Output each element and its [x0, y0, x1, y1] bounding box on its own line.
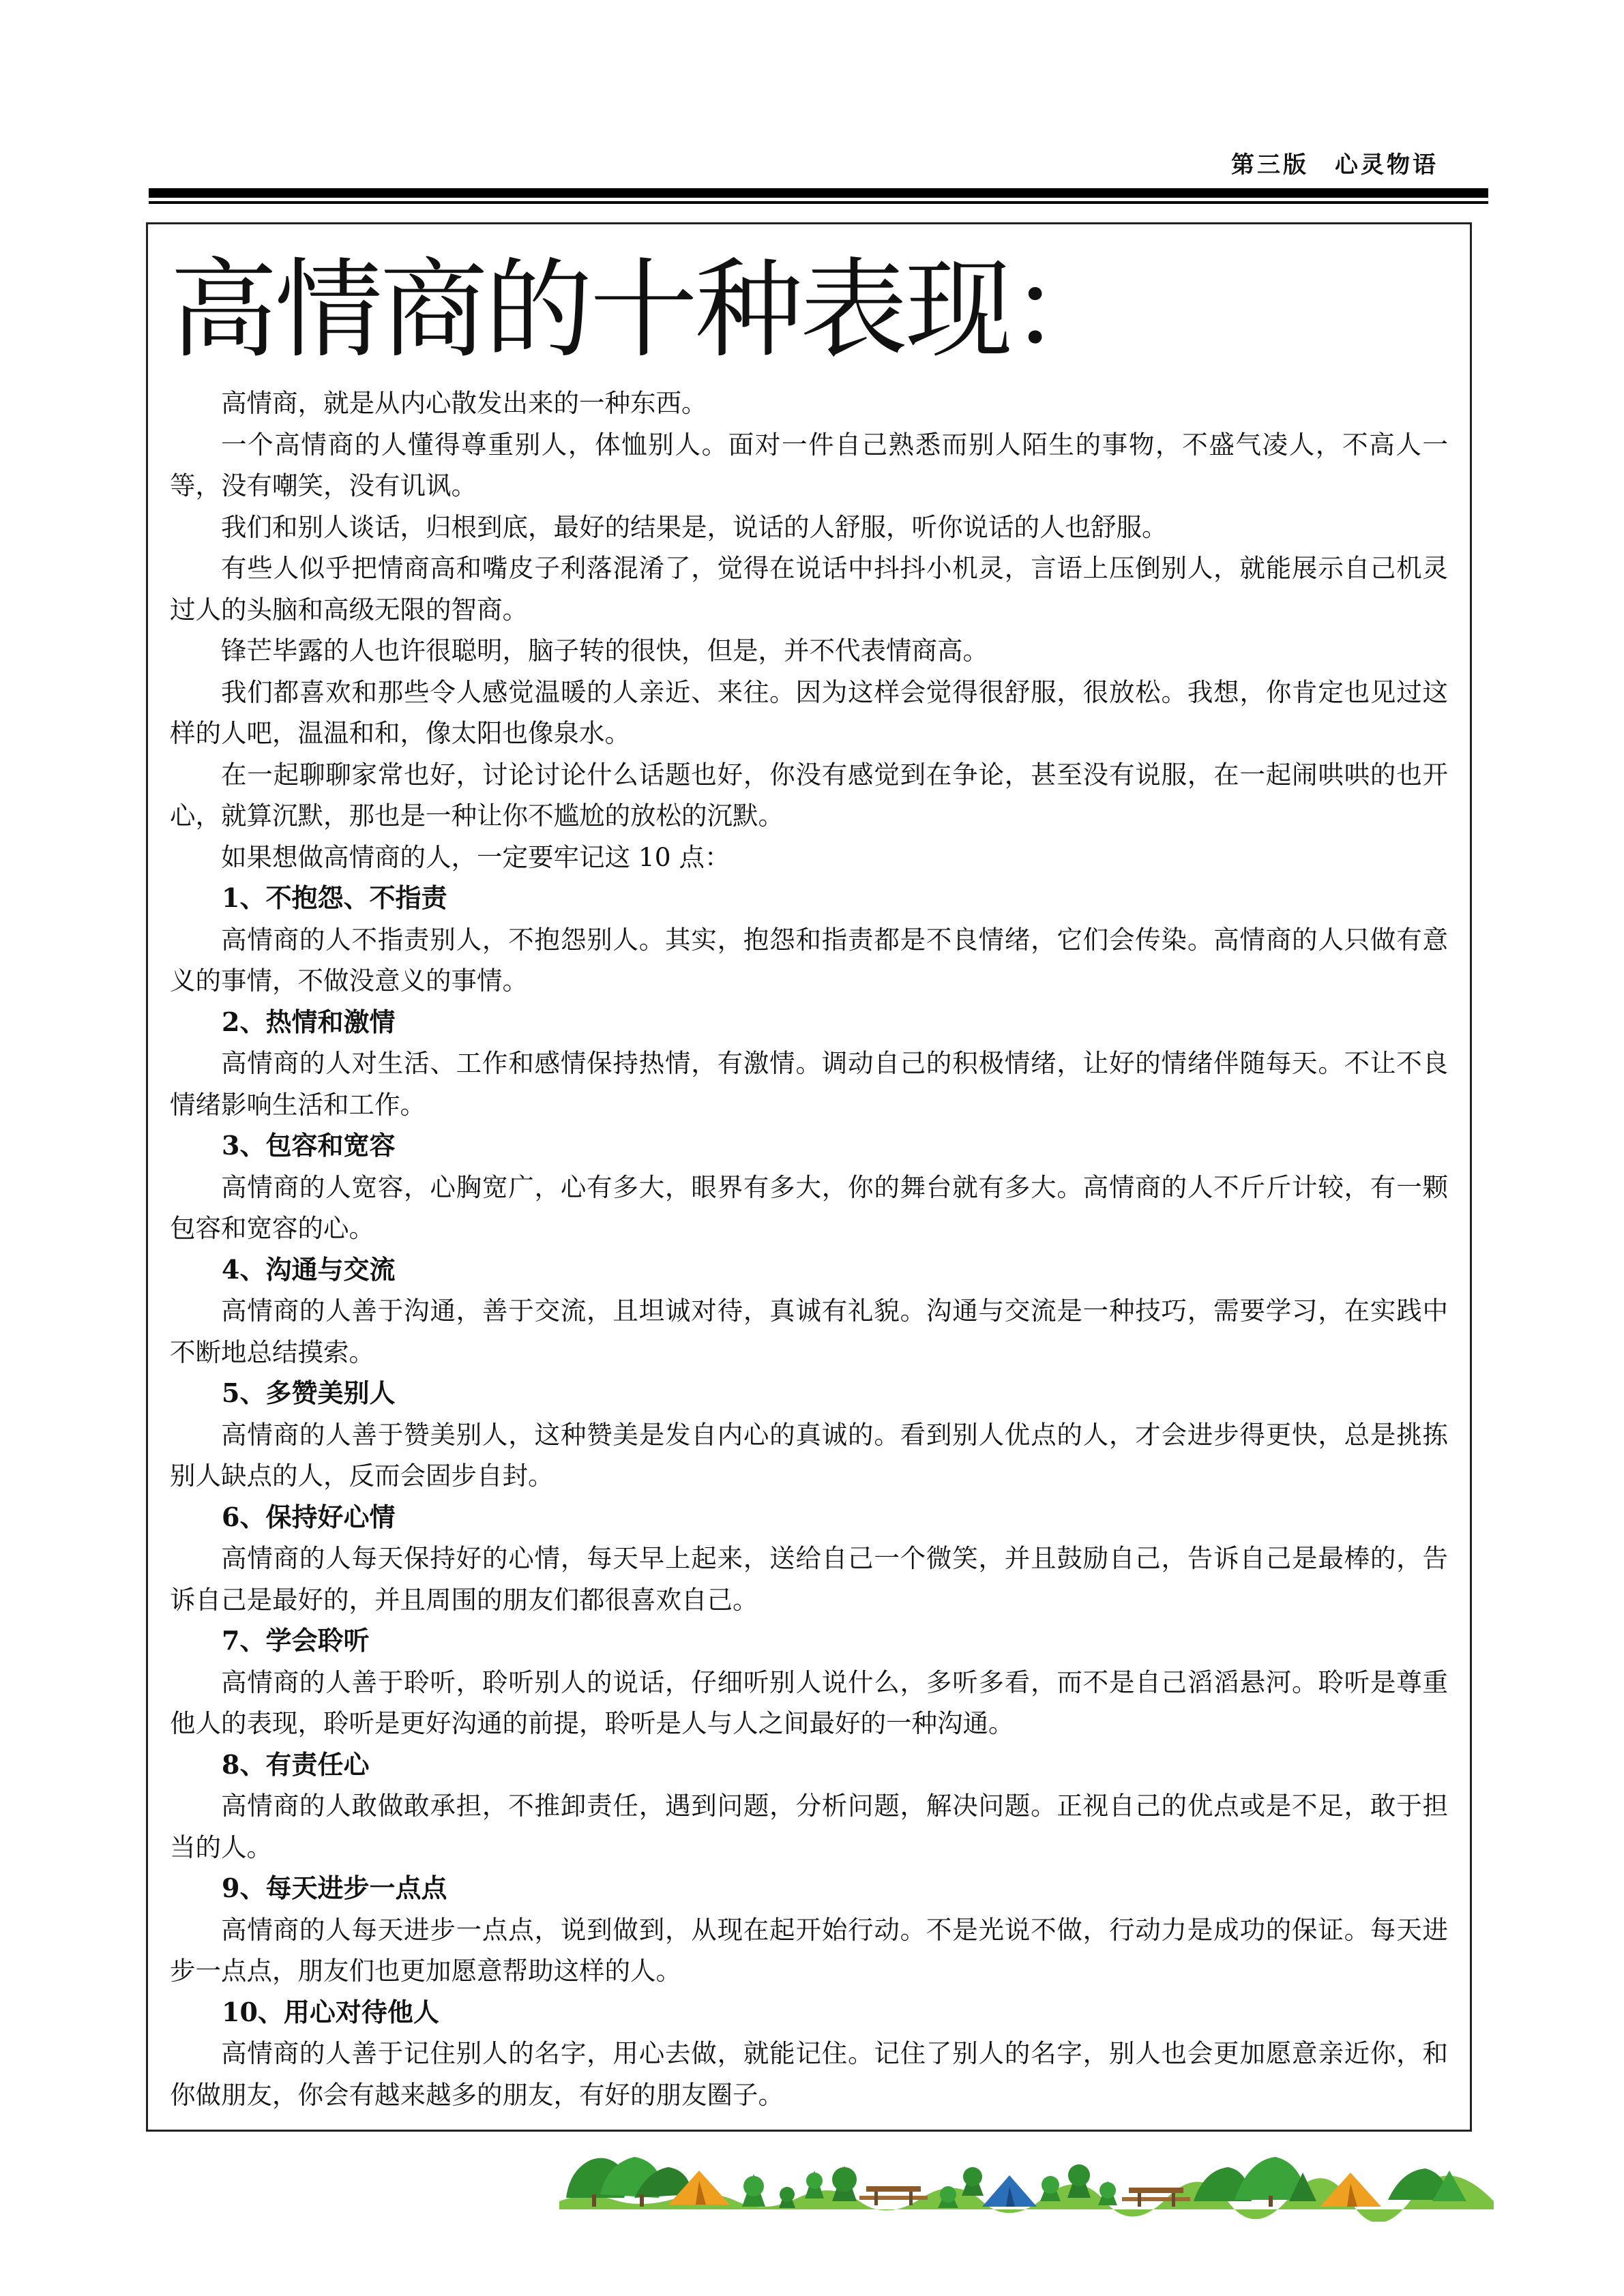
- footer-decoration: [559, 2133, 1494, 2222]
- intro-paragraph: 一个高情商的人懂得尊重别人，体恤别人。面对一件自己熟悉而别人陌生的事物，不盛气凌人，不高人一等，没有嘲笑，没有讥讽。: [170, 429, 1448, 501]
- section-heading: 1、不抱怨、不指责: [222, 882, 447, 913]
- section-body: 高情商的人善于记住别人的名字，用心去做，就能记住。记住了别人的名字，别人也会更加愿意亲近你，和你做朋友，你会有越来越多的朋友，有好的朋友圈子。: [170, 2038, 1448, 2110]
- section-heading: 6、保持好心情: [222, 1501, 396, 1532]
- section-heading: 10、用心对待他人: [222, 1996, 439, 2027]
- tree-icon: [1194, 2157, 1316, 2207]
- section-heading: 8、有责任心: [222, 1748, 370, 1780]
- page-section-label: 第三版 心灵物语: [1231, 151, 1438, 179]
- article-title: 高情商的十种表现：: [170, 248, 1115, 373]
- intro-paragraph: 如果想做高情商的人，一定要牢记这 10 点：: [221, 841, 730, 872]
- intro-paragraph: 在一起聊聊家常也好，讨论讨论什么话题也好，你没有感觉到在争论，甚至没有说服，在一起闹哄哄的也开心，就算沉默，那也是一种让你不尴尬的放松的沉默。: [170, 759, 1448, 831]
- section-body: 高情商的人对生活、工作和感情保持热情，有激情。调动自己的积极情绪，让好的情绪伴随每天。不让不良情绪影响生活和工作。: [170, 1048, 1448, 1120]
- section-body: 高情商的人敢做敢承担，不推卸责任，遇到问题，分析问题，解决问题。正视自己的优点或是不足，敢于担当的人。: [170, 1791, 1448, 1862]
- section-body: 高情商的人每天保持好的心情，每天早上起来，送给自己一个微笑，并且鼓励自己，告诉自己是最棒的，告诉自己是最好的，并且周围的朋友们都很喜欢自己。: [170, 1543, 1448, 1615]
- header-rule-thick: [149, 188, 1488, 198]
- section-body: 高情商的人善于赞美别人，这种赞美是发自内心的真诚的。看到别人优点的人，才会进步得更快，总是挑拣别人缺点的人，反而会固步自封。: [170, 1419, 1448, 1491]
- section-heading: 7、学会聆听: [222, 1625, 370, 1656]
- section-heading: 9、每天进步一点点: [222, 1873, 447, 1903]
- section-body: 高情商的人不指责别人，不抱怨别人。其实，抱怨和指责都是不良情绪，它们会传染。高情商的人只做有意义的事情，不做没意义的事情。: [170, 924, 1448, 996]
- section-heading: 3、包容和宽容: [222, 1130, 396, 1161]
- section-heading: 4、沟通与交流: [222, 1253, 396, 1285]
- intro-paragraph: 我们都喜欢和那些令人感觉温暖的人亲近、来往。因为这样会觉得很舒服，很放松。我想，你肯定也见过这样的人吧，温温和和，像太阳也像泉水。: [170, 676, 1448, 748]
- tent-icon: [982, 2175, 1037, 2207]
- intro-paragraph: 有些人似乎把情商高和嘴皮子利落混淆了，觉得在说话中抖抖小机灵，言语上压倒别人，就能展示自己机灵过人的头脑和高级无限的智商。: [170, 553, 1448, 625]
- section-body: 高情商的人善于沟通，善于交流，且坦诚对待，真诚有礼貌。沟通与交流是一种技巧，需要学习，在实践中不断地总结摸索。: [170, 1296, 1448, 1367]
- section-body: 高情商的人每天进步一点点，说到做到，从现在起开始行动。不是光说不做，行动力是成功的保证。每天进步一点点，朋友们也更加愿意帮助这样的人。: [170, 1914, 1448, 1986]
- intro-paragraph: 我们和别人谈话，归根到底，最好的结果是，说话的人舒服，听你说话的人也舒服。: [221, 511, 1168, 542]
- article-content: [170, 250, 1448, 2115]
- intro-paragraph: 高情商，就是从内心散发出来的一种东西。: [221, 388, 707, 418]
- tree-icon: [1388, 2168, 1466, 2201]
- header-rule-thin: [149, 201, 1488, 204]
- section-heading: 2、热情和激情: [222, 1006, 396, 1037]
- article-frame: [146, 222, 1472, 2132]
- section-heading: 5、多赞美别人: [222, 1377, 396, 1408]
- section-body: 高情商的人宽容，心胸宽广，心有多大，眼界有多大，你的舞台就有多大。高情商的人不斤斤计较，有一颗包容和宽容的心。: [170, 1172, 1448, 1243]
- intro-paragraph: 锋芒毕露的人也许很聪明，脑子转的很快，但是，并不代表情商高。: [221, 636, 988, 666]
- section-body: 高情商的人善于聆听，聆听别人的说话，仔细听别人说什么，多听多看，而不是自己滔滔悬河。聆听是尊重他人的表现，聆听是更好沟通的前提，聆听是人与人之间最好的一种沟通。: [170, 1667, 1448, 1738]
